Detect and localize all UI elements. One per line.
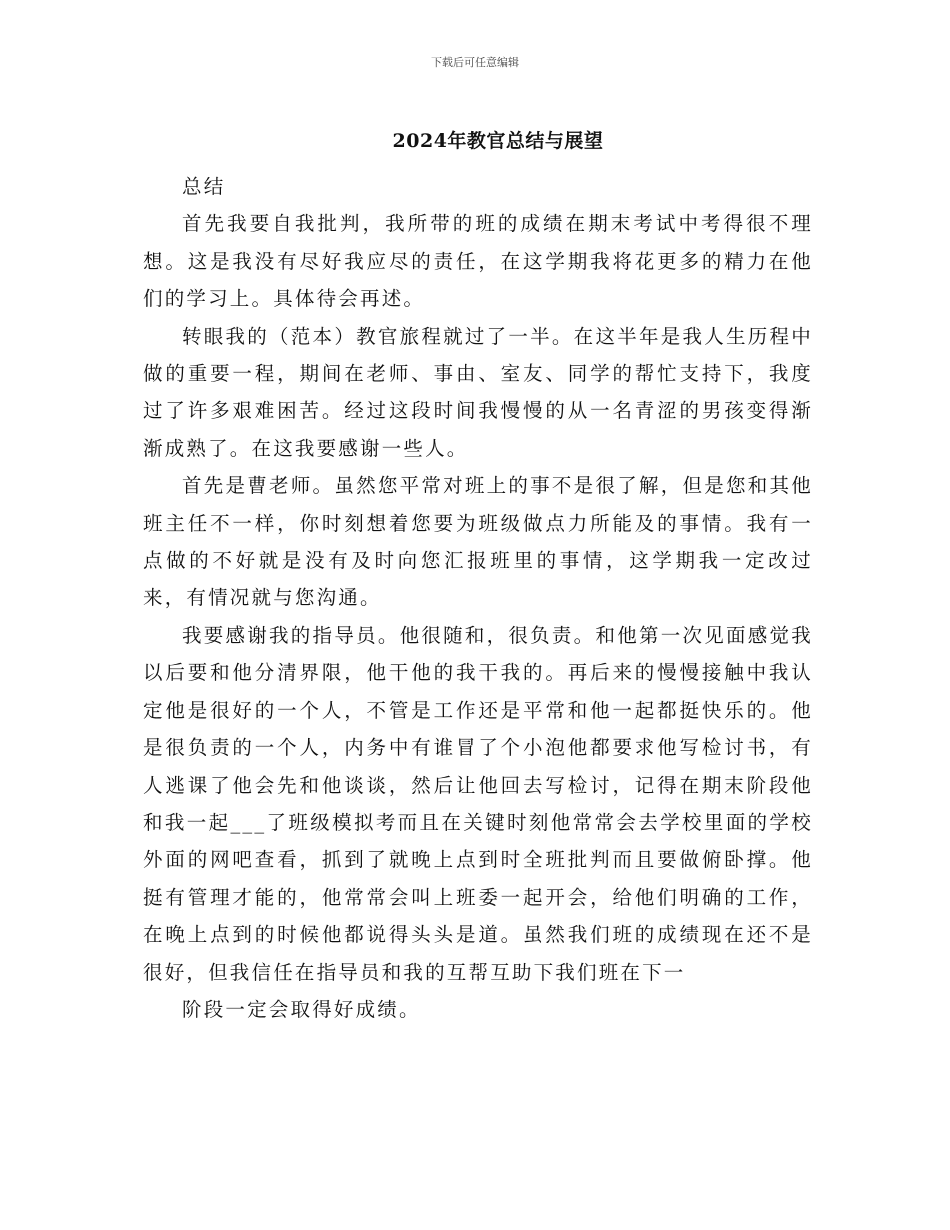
paragraph-summary-heading: 总结 bbox=[182, 175, 226, 198]
document-title: 2024年教官总结与展望 bbox=[392, 130, 604, 152]
header-note: 下载后可任意编辑 bbox=[431, 56, 519, 69]
paragraph: 阶段一定会取得好成绩。 bbox=[182, 997, 421, 1021]
paragraph: 我要感谢我的指导员。他很随和，很负责。和他第一次见面感觉我以后要和他分清界限，他干他的我干我的。再后来的慢慢接触中我认定他是很好的一个人，不管是工作还是平常和他一起都挺快乐的。他是很负责的一个人，内务中有谁冒了个小泡他都要求他写检讨书，有人逃课了他会先和他谈谈，然后让他回去写检讨，记得在期末阶段他和我一起___了班级模拟考而且在关键时刻他常常会去学校里面的学校外面的网吧查看，抓到了就晚上点到时全班批判而且要做俯卧撑。他挺有管理才能的，他常常会叫上班委一起开会，给他们明确的工作，在晚上点到的时候他都说得头头是道。虽然我们班的成绩现在还不是很好，但我信任在指导员和我的互帮互助下我们班在下一 bbox=[143, 623, 813, 984]
document-body bbox=[143, 168, 813, 1028]
paragraph: 转眼我的（范本）教官旅程就过了一半。在这半年是我人生历程中做的重要一程，期间在老师、事由、室友、同学的帮忙支持下，我度过了许多艰难困苦。经过这段时间我慢慢的从一名青涩的男孩变得渐渐成熟了。在这我要感谢一些人。 bbox=[143, 324, 813, 460]
paragraph: 首先是曹老师。虽然您平常对班上的事不是很了解，但是您和其他班主任不一样，你时刻想着您要为班级做点力所能及的事情。我有一点做的不好就是没有及时向您汇报班里的事情，这学期我一定改过来，有情况就与您沟通。 bbox=[143, 474, 813, 610]
paragraph: 首先我要自我批判，我所带的班的成绩在期末考试中考得很不理想。这是我没有尽好我应尽的责任，在这学期我将花更多的精力在他们的学习上。具体待会再述。 bbox=[143, 212, 813, 311]
